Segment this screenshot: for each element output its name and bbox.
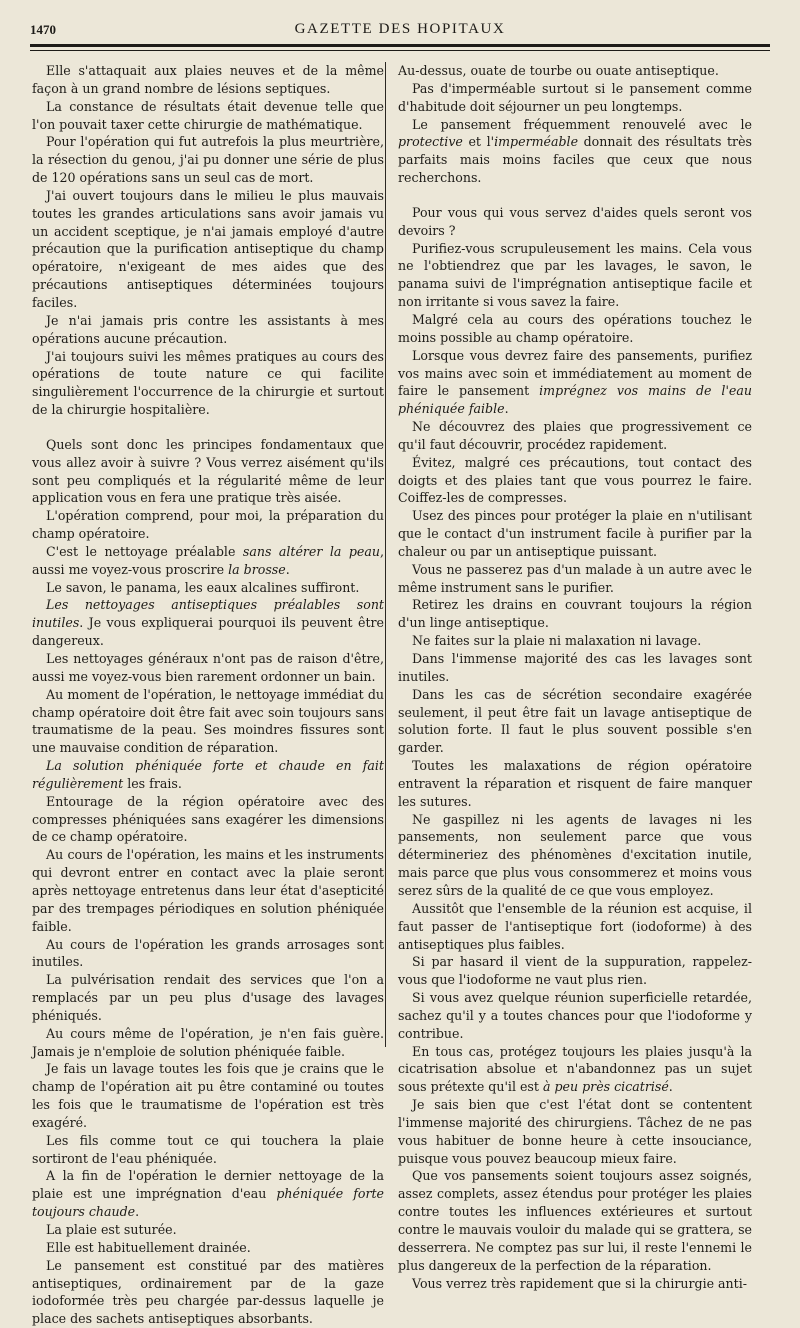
paragraph: Ne découvrez des plaies que progressivement ce qu'il faut découvrir, procédez rapidement. xyxy=(398,419,752,452)
paragraph: Au-dessus, ouate de tourbe ou ouate antiseptique. xyxy=(398,63,719,78)
paragraph xyxy=(32,757,384,793)
paragraph: La constance de résultats était devenue telle que l'on pouvait taxer cette chirurgie de mathématique. xyxy=(32,98,384,132)
paragraph: Aussitôt que l'ensemble de la réunion est acquise, il faut passer de l'antiseptique fort (iodoforme) à des antiseptiques plus faibles. xyxy=(398,900,752,952)
text-run: , aussi me voyez-vous proscrire xyxy=(32,543,384,577)
paragraph xyxy=(32,1167,384,1221)
italic-phrase: La solution phéniquée forte et chaude en fait régulièrement xyxy=(32,758,384,791)
paragraph: J'ai toujours suivi les mêmes pratiques au cours des opérations de toute nature ce qui facilite singulièrement l'occurrence de la chirurgie et surtout de la chirurgie hospitalière. xyxy=(32,348,384,418)
italic-phrase: Les nettoyages antiseptiques préalables sont inutiles xyxy=(32,597,384,631)
text-run: A la fin de l'opération le dernier nettoyage de la plaie est une imprégnation d'eau xyxy=(32,1168,384,1202)
paragraph: Vous ne passerez pas d'un malade à un autre avec le même instrument sans le purifier. xyxy=(398,561,752,595)
paragraph: Usez des pinces pour protéger la plaie en n'utilisant que le contact d'un instrument facile à purifier par la chaleur ou par un antiseptique puissant. xyxy=(398,508,752,559)
paragraph: Les fils comme tout ce qui touchera la plaie sortiront de l'eau phéniquée. xyxy=(32,1132,384,1166)
text-run: les frais. xyxy=(123,775,182,791)
paragraph: Au moment de l'opération, le nettoyage immédiat du champ opératoire doit être fait avec soin toujours sans traumatisme de la peau. Ses moindres fissures sont une mauvaise condition de réparation. xyxy=(32,686,384,756)
paragraph xyxy=(398,116,752,187)
paragraph: Ne faites sur la plaie ni malaxation ni lavage. xyxy=(412,633,702,649)
paragraph: J'ai ouvert toujours dans le milieu le plus mauvais toutes les grandes articulations sans avoir jamais vu un accident sceptique, je n'ai jamais employé d'autre précaution que la purification antiseptique du champ opératoire, n'exigeant de mes aides que des précautions antiseptiques déterminées toujours faciles. xyxy=(32,187,384,310)
paragraph: Quels sont donc les principes fondamentaux que vous allez avoir à suivre ? Vous verrez aisément qu'ils sont peu compliqués et la régularité même de leur application vous en fera une pratique très aisée. xyxy=(32,436,384,506)
text-run: . xyxy=(135,1204,140,1220)
paragraph: Au cours de l'opération les grands arrosages sont inutiles. xyxy=(32,936,384,970)
paragraph: Entourage de la région opératoire avec des compresses phéniquées sans exagérer les dimensions de ce champ opératoire. xyxy=(32,793,384,845)
paragraph: Je sais bien que c'est l'état dont se contentent l'immense majorité des chirurgiens. Tâchez de ne pas vous habituer de bonne heure à cette insouciance, puisque vous pouvez beaucoup mieux faire. xyxy=(398,1097,752,1166)
text-run: . xyxy=(668,1079,673,1095)
paragraph: Je fais un lavage toutes les fois que je crains que le champ de l'opération ait pu être contaminé ou toutes les fois que le traumatisme de l'opération est très exagéré. xyxy=(32,1061,384,1130)
paragraph: Les nettoyages généraux n'ont pas de raison d'être, aussi me voyez-vous bien rarement ordonner un bain. xyxy=(32,651,384,684)
italic-phrase: imprégnez vos mains de l'eau phéniquée faible xyxy=(398,383,752,417)
text-run: Lorsque vous devrez faire des pansements, purifiez vos mains avec soin et immédiatement au moment de faire le pansement xyxy=(398,347,752,399)
paragraph: Pour l'opération qui fut autrefois la plus meurtrière, la résection du genou, j'ai pu donner une série de plus de 120 opérations sans un seul cas de mort. xyxy=(32,134,384,186)
paragraph: Dans l'immense majorité des cas les lavages sont inutiles. xyxy=(398,651,752,684)
italic-phrase: phéniquée forte toujours chaude xyxy=(32,1186,385,1220)
text-run: Le pansement fréquemment renouvelé avec le xyxy=(412,116,752,132)
paragraph: Pour vous qui vous servez d'aides quels seront vos devoirs ? xyxy=(398,204,752,238)
paragraph: Vous verrez très rapidement que si la chirurgie anti- xyxy=(412,1275,748,1291)
paragraph: Malgré cela au cours des opérations touchez le moins possible au champ opératoire. xyxy=(398,311,752,345)
text-run: et l' xyxy=(462,134,495,150)
paragraph xyxy=(32,596,384,650)
italic-phrase: sans altérer la peau xyxy=(242,543,380,559)
text-run: . Je vous expliquerai pourquoi ils peuvent être dangereux. xyxy=(32,615,384,649)
text-run: donnait des résultats très parfaits mais moins faciles que ceux que nous recherchons. xyxy=(398,134,752,186)
paragraph: Toutes les malaxations de région opératoire entravent la réparation et risquent de faire manquer les sutures. xyxy=(398,758,752,809)
paragraph: Elle est habituellement drainée. xyxy=(46,1239,251,1255)
text-run: C'est le nettoyage préalable xyxy=(46,543,243,559)
page-header xyxy=(30,20,770,40)
paragraph: C'est le nettoyage préalable sans altérer la peau, aussi me voyez-vous proscrire la brosse. xyxy=(32,543,384,577)
paragraph: Purifiez-vous scrupuleusement les mains. Cela vous ne l'obtiendrez que par les lavages, le savon, le panama suivi de l'imprégnation antiseptique facile et non irritante si vous savez la faire. xyxy=(398,240,752,310)
paragraph: Elle s'attaquait aux plaies neuves et de la même façon à un grand nombre de lésions septiques. xyxy=(32,63,384,96)
paragraph xyxy=(398,1043,752,1097)
italic-phrase: imperméable xyxy=(494,134,579,150)
paragraph: Si par hasard il vient de la suppuration, rappelez-vous que l'iodoforme ne vaut plus rien. xyxy=(398,954,752,988)
paragraph: Je n'ai jamais pris contre les assistants à mes opérations aucune précaution. xyxy=(32,312,384,346)
paragraph: Le savon, le panama, les eaux alcalines suffiront. xyxy=(46,579,360,595)
paragraph: Le pansement est constitué par des matières antiseptiques, ordinairement par de la gaze iodoformée très peu chargée par-dessus laquelle je place des sachets antiseptiques absorbants. xyxy=(32,1257,384,1327)
header-rule-thick xyxy=(30,44,770,47)
paragraph: Dans les cas de sécrétion secondaire exagérée seulement, il peut être fait un lavage antiseptique de solution forte. Il faut le plus souvent possible s'en garder. xyxy=(398,686,752,756)
paragraph: L'opération comprend, pour moi, la préparation du champ opératoire. xyxy=(32,508,384,542)
paragraph: Au cours de l'opération, les mains et les instruments qui devront entrer en contact avec la plaie seront après nettoyage entretenus dans leur état d'asepticité par des trempages périodiques en solution phéniquée faible. xyxy=(32,847,384,934)
text-run: . xyxy=(504,401,509,417)
paragraph xyxy=(398,347,752,418)
paragraph: Si vous avez quelque réunion superficielle retardée, sachez qu'il y a toutes chances pour que l'iodoforme y contribue. xyxy=(398,990,752,1041)
italic-phrase: la brosse xyxy=(228,561,286,577)
page-number: 1470 xyxy=(30,22,56,37)
text-run: En tous cas, protégez toujours les plaies jusqu'à la cicatrisation absolue et n'abandonnez pas un sujet sous prétexte qu'il est xyxy=(398,1043,752,1095)
paragraph: Retirez les drains en couvrant toujours la région d'un linge antiseptique. xyxy=(398,597,752,631)
column-divider xyxy=(385,62,386,1047)
right-column xyxy=(398,62,752,1292)
paragraph: Évitez, malgré ces précautions, tout contact des doigts et des plaies tant que vous pourrez le faire. Coiffez-les de compresses. xyxy=(398,454,752,506)
paragraph: Que vos pansements soient toujours assez soignés, assez complets, assez étendus pour protéger les plaies contre toutes les influences extérieures et surtout contre le mauvais vouloir du malade qui se grattera, se desserrera. Ne comptez pas sur lui, il reste l'ennemi le plus dangereux de la perfection de la réparation. xyxy=(398,1168,752,1273)
italic-phrase: protective xyxy=(398,134,463,150)
paragraph: Au cours même de l'opération, je n'en fais guère. Jamais je n'emploie de solution phéniquée faible. xyxy=(32,1025,384,1059)
journal-title: GAZETTE DES HOPITAUX xyxy=(294,21,506,37)
paragraph: Ne gaspillez ni les agents de lavages ni les pansements, non seulement parce que vous détermineriez des phénomènes d'excitation inutile, mais parce que plus vous consommerez et moins vous serez sûrs de la qualité de ce que vous employez. xyxy=(398,811,752,898)
paragraph: La pulvérisation rendait des services que l'on a remplacés par un peu plus d'usage des lavages phéniqués. xyxy=(32,972,384,1023)
paragraph: Pas d'imperméable surtout si le pansement comme d'habitude doit séjourner un peu longtemps. xyxy=(398,80,752,114)
left-column xyxy=(32,62,384,1328)
italic-phrase: à peu près cicatrisé xyxy=(542,1079,669,1095)
header-rule-thin xyxy=(30,50,770,51)
paragraph: La plaie est suturée. xyxy=(46,1222,177,1237)
